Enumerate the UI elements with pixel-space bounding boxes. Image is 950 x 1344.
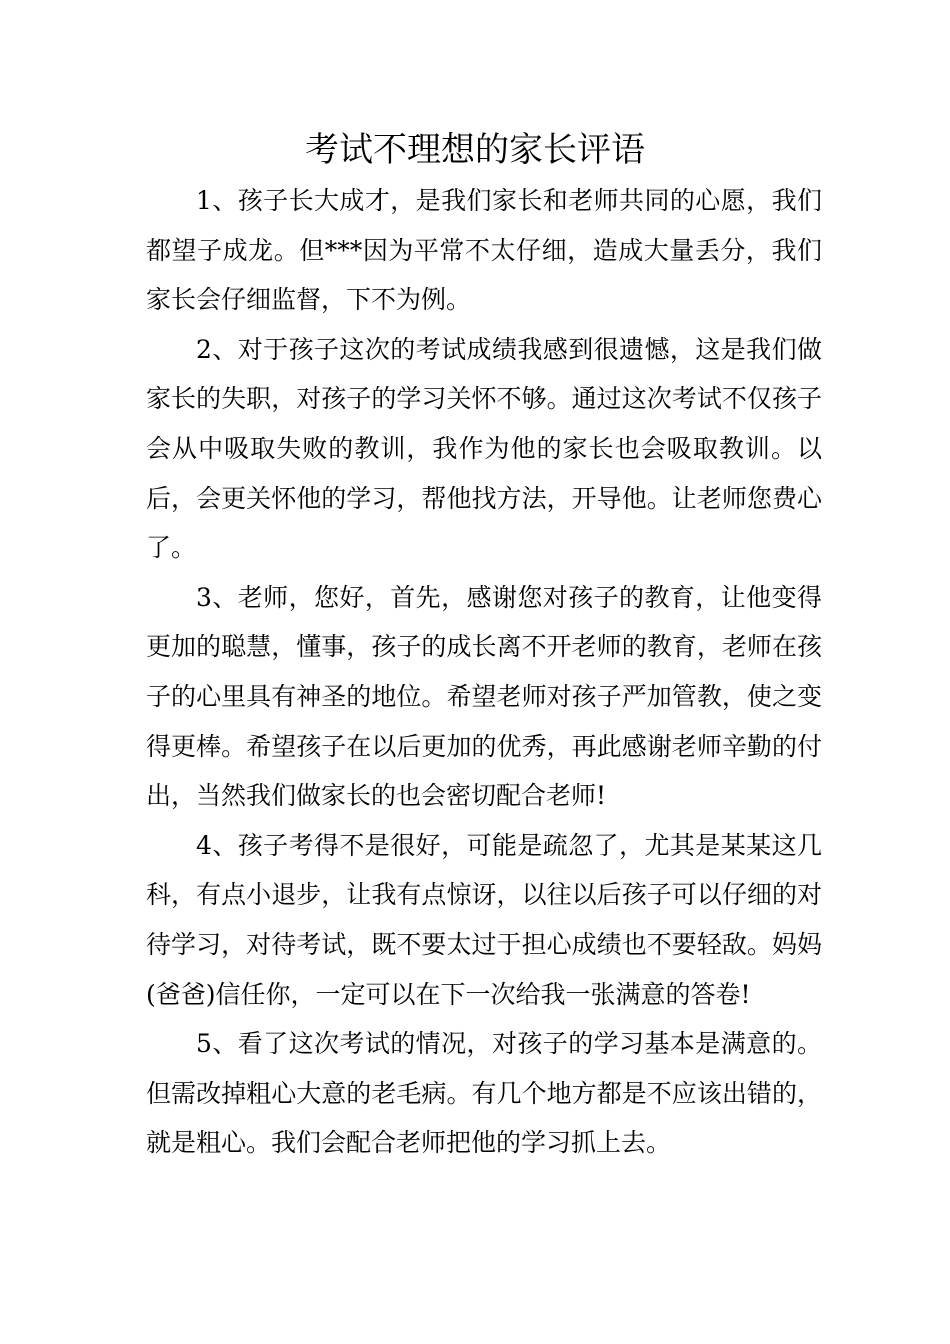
document-body [146, 176, 822, 1168]
paragraph-2: 2、对于孩子这次的考试成绩我感到很遗憾，这是我们做家长的失职，对孩子的学习关怀不够。通过这次考试不仅孩子会从中吸取失败的教训，我作为他的家长也会吸取教训。以后，会更关怀他的学习，帮他找方法，开导他。让老师您费心了。 [146, 334, 822, 563]
paragraph-1: 1、孩子长大成才，是我们家长和老师共同的心愿，我们都望子成龙。但***因为平常不太仔细，造成大量丢分，我们家长会仔细监督，下不为例。 [146, 186, 822, 315]
paragraph-3: 3、老师，您好，首先，感谢您对孩子的教育，让他变得更加的聪慧，懂事，孩子的成长离不开老师的教育，老师在孩子的心里具有神圣的地位。希望老师对孩子严加管教，使之变得更棒。希望孩子在以后更加的优秀，再此感谢老师辛勤的付出，当然我们做家长的也会密切配合老师! [146, 582, 822, 811]
paragraph-4: 4、孩子考得不是很好，可能是疏忽了，尤其是某某这几科，有点小退步，让我有点惊讶，以往以后孩子可以仔细的对待学习，对待考试，既不要太过于担心成绩也不要轻敌。妈妈(爸爸)信任你，一定可以在下一次给我一张满意的答卷! [146, 830, 822, 1009]
paragraph-5: 5、看了这次考试的情况，对孩子的学习基本是满意的。但需改掉粗心大意的老毛病。有几个地方都是不应该出错的，就是粗心。我们会配合老师把他的学习抓上去。 [146, 1029, 822, 1158]
document-title: 考试不理想的家长评语 [305, 130, 645, 170]
